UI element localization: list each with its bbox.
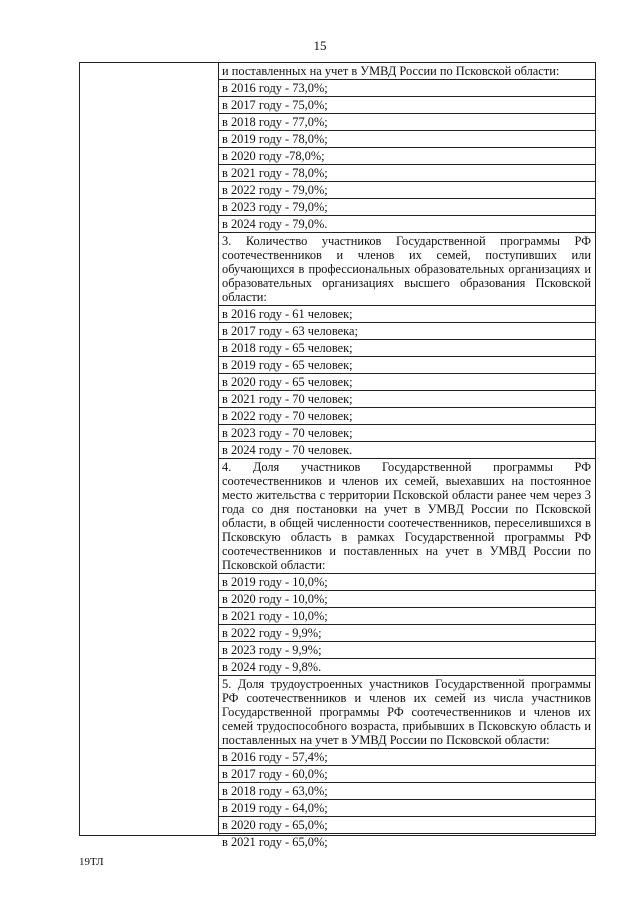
table-row: в 2018 году - 63,0%; (219, 783, 595, 800)
page-number: 15 (313, 38, 327, 53)
table-row: в 2024 году - 79,0%. (219, 216, 595, 233)
table-row: в 2023 году - 9,9%; (219, 642, 595, 659)
footer-code: 19ТЛ (79, 856, 104, 868)
table-row: в 2022 году - 79,0%; (219, 182, 595, 199)
table-row: в 2019 году - 10,0%; (219, 574, 595, 591)
table-row: в 2017 году - 60,0%; (219, 766, 595, 783)
table-paragraph-row: 3. Количество участников Государственной программы РФ соотечественников и членов их семей, поступивших или обучающихся в профессиональных образовательных организациях и образовательных организациях высшего образования Псковской области: (219, 233, 595, 306)
table-left-column (80, 63, 219, 835)
table-row: в 2023 году - 70 человек; (219, 425, 595, 442)
document-table (79, 62, 596, 849)
table-row: в 2020 году - 65 человек; (219, 374, 595, 391)
table-row: в 2019 году - 65 человек; (219, 357, 595, 374)
table-row: в 2020 году - 10,0%; (219, 591, 595, 608)
table-row: в 2020 году -78,0%; (219, 148, 595, 165)
table-row: в 2018 году - 77,0%; (219, 114, 595, 131)
table-row: в 2024 году - 9,8%. (219, 659, 595, 676)
table-row: в 2021 году - 10,0%; (219, 608, 595, 625)
table-row: в 2021 году - 78,0%; (219, 165, 595, 182)
table-paragraph-row: 5. Доля трудоустроенных участников Государственной программы РФ соотечественников и членов их семей из числа участников Государственной программы РФ соотечественников и членов их семей трудоспособного возраста, прибывших в Псковскую область и поставленных на учет в УМВД России по Псковской области: (219, 676, 595, 749)
table-row: в 2016 году - 61 человек; (219, 306, 595, 323)
table-right-column (219, 63, 595, 849)
table-row: в 2022 году - 9,9%; (219, 625, 595, 642)
table-row: в 2022 году - 70 человек; (219, 408, 595, 425)
table-row: в 2016 году - 73,0%; (219, 80, 595, 97)
table-row: в 2020 году - 65,0%; (219, 817, 595, 834)
table-row: в 2019 году - 64,0%; (219, 800, 595, 817)
table-paragraph-row: 4. Доля участников Государственной программы РФ соотечественников и членов их семей, выехавших на постоянное место жительства с территории Псковской области ранее чем через 3 года со дня постановки на учет в УМВД России по Псковской области, в общей численности соотечественников, переселившихся в Псковскую область в рамках Государственной программы РФ соотечественников и поставленных на учет в УМВД России по Псковской области: (219, 459, 595, 574)
table-row: в 2019 году - 78,0%; (219, 131, 595, 148)
table-row: в 2017 году - 75,0%; (219, 97, 595, 114)
table-row: и поставленных на учет в УМВД России по Псковской области: (219, 63, 595, 80)
table-row: в 2021 году - 65,0%; (222, 835, 328, 849)
table-row: в 2023 году - 79,0%; (219, 199, 595, 216)
table-row: в 2017 году - 63 человека; (219, 323, 595, 340)
table-row: в 2016 году - 57,4%; (219, 749, 595, 766)
table-row: в 2021 году - 70 человек; (219, 391, 595, 408)
table-row: в 2018 году - 65 человек; (219, 340, 595, 357)
table-row: в 2024 году - 70 человек. (219, 442, 595, 459)
